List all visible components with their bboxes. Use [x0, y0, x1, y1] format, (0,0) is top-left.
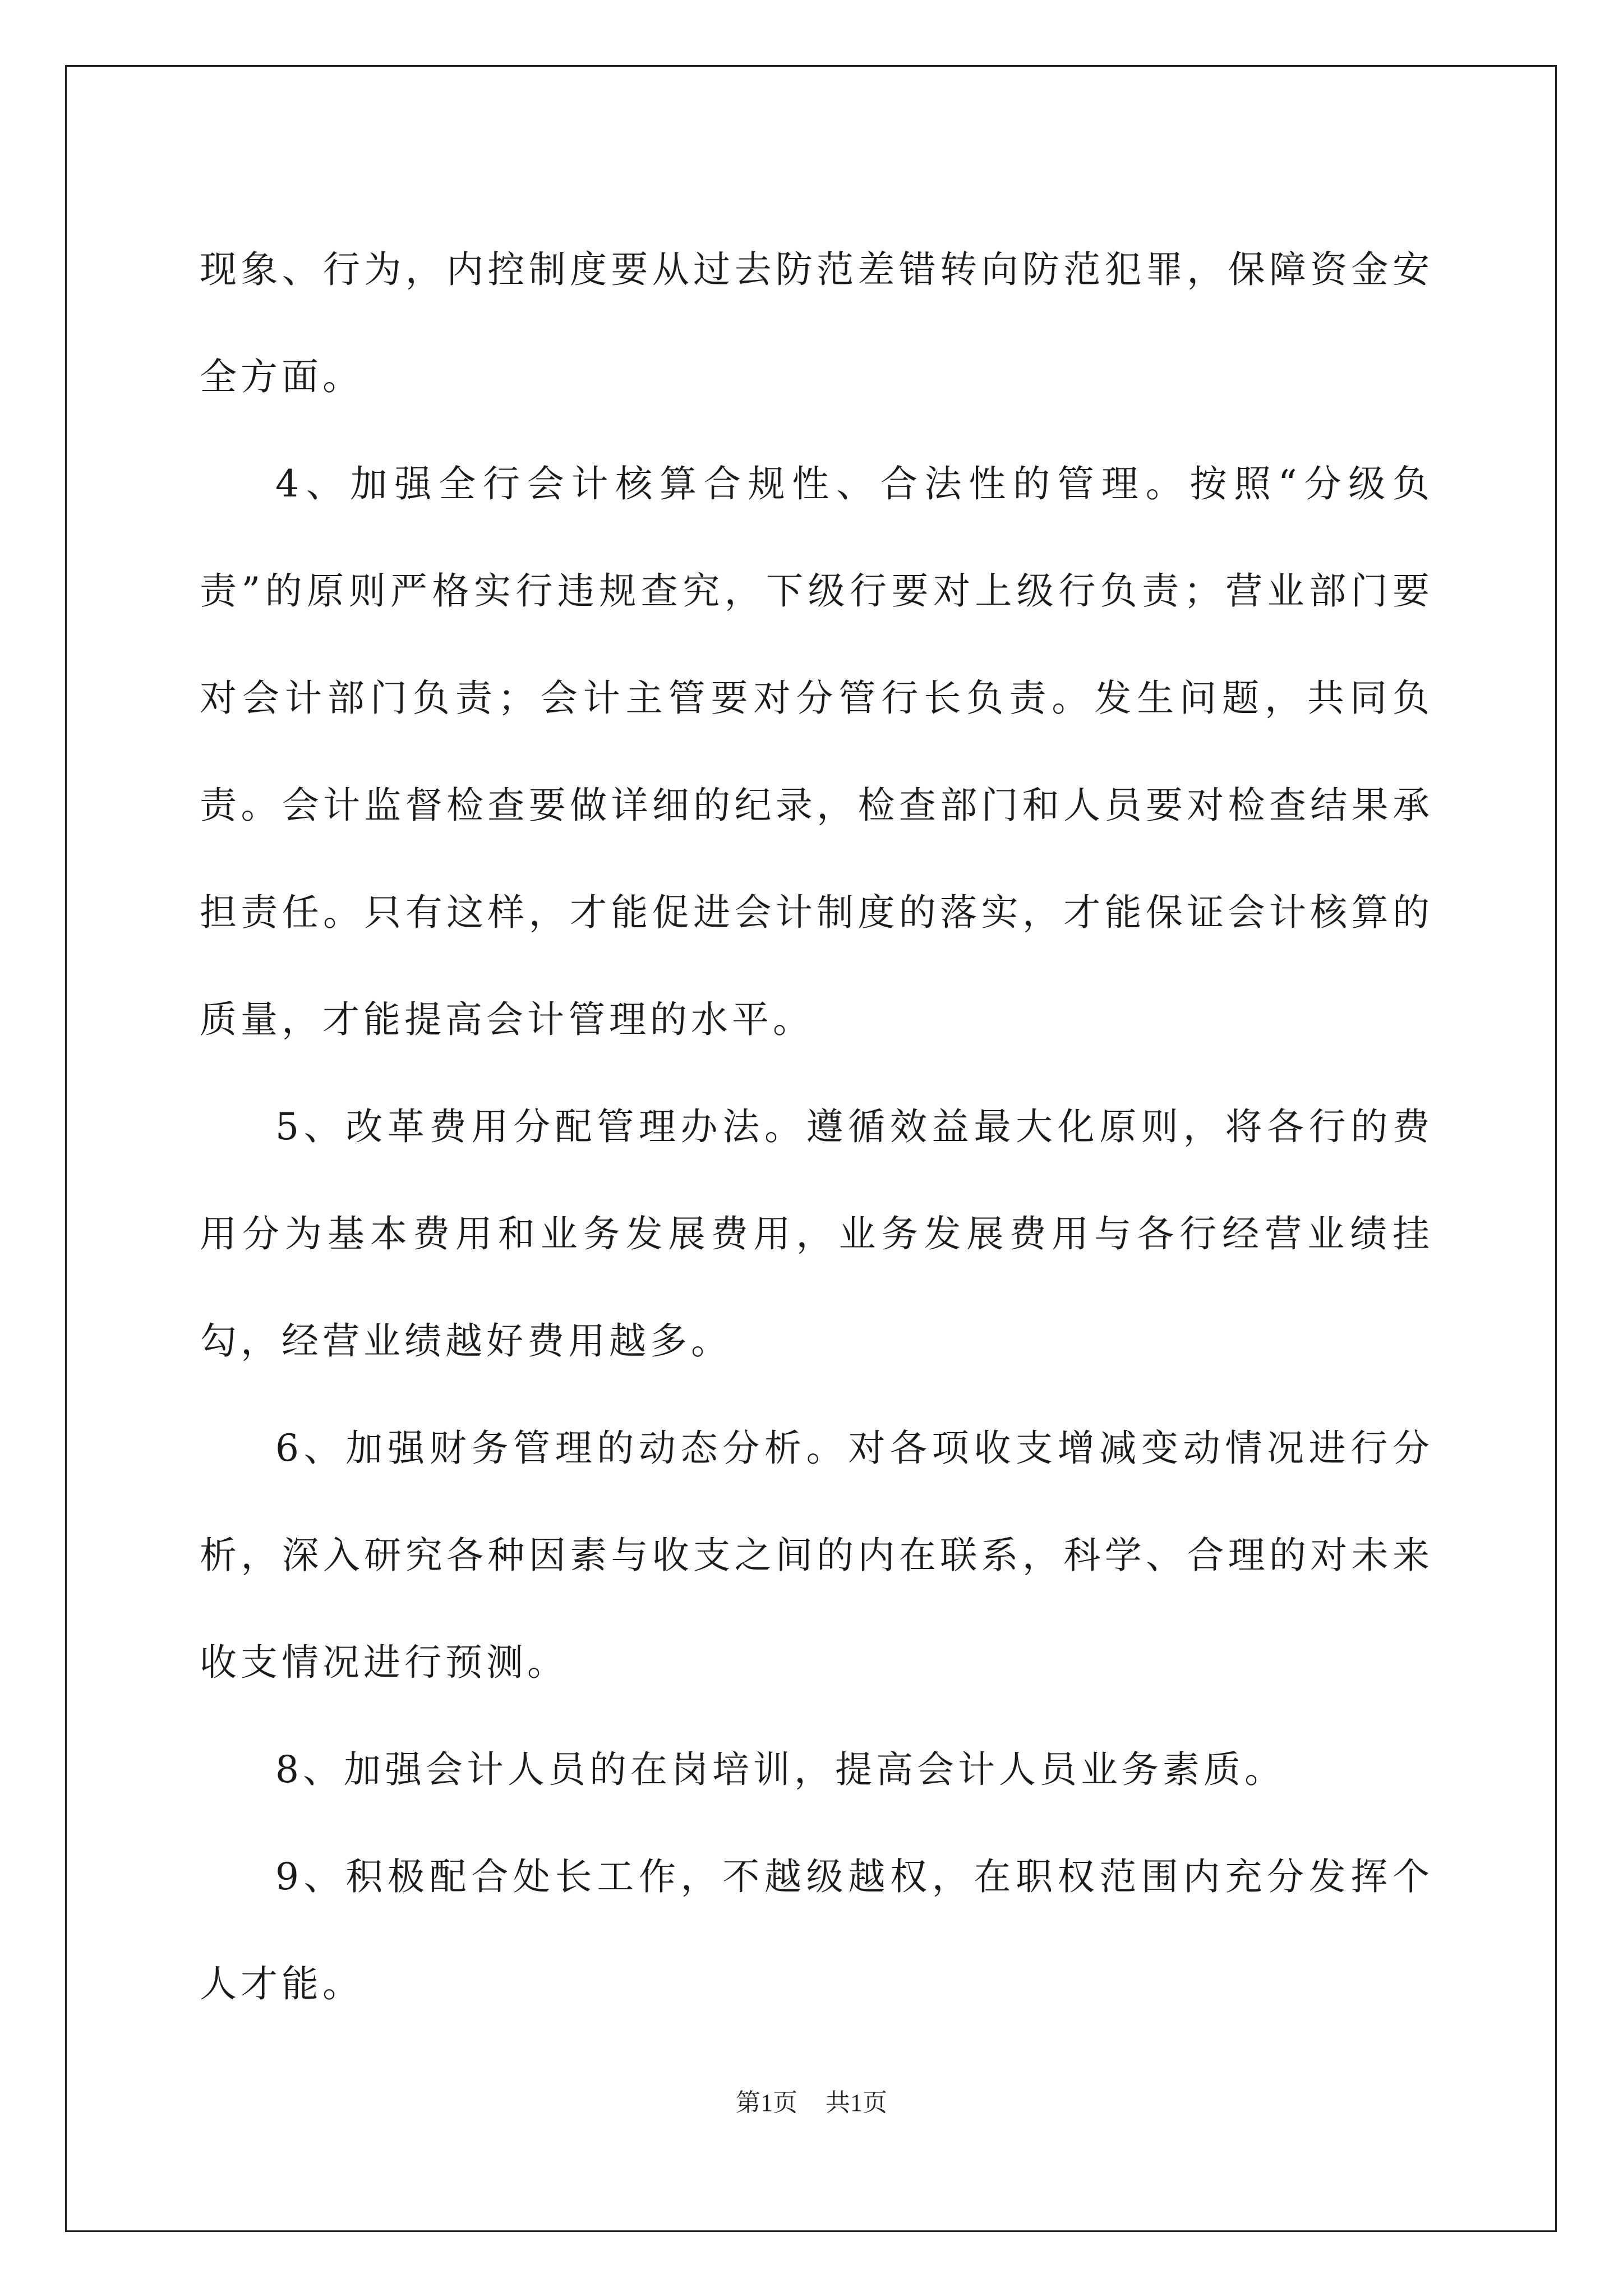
- page-number-current: 第1页: [736, 2089, 797, 2116]
- page-number-total: 共1页: [826, 2089, 887, 2116]
- page-footer: [0, 2082, 1623, 2118]
- paragraph-continuation: 现象、行为，内控制度要从过去防范差错转向防范犯罪，保障资金安全方面。: [200, 248, 1433, 398]
- paragraph-item-6: 6、加强财务管理的动态分析。对各项收支增减变动情况进行分析，深入研究各种因素与收支之间的内在联系，科学、合理的对未来收支情况进行预测。: [200, 1427, 1433, 1684]
- paragraph-item-8: 8、加强会计人员的在岗培训，提高会计人员业务素质。: [275, 1748, 1285, 1791]
- paragraph-item-4: 4、加强全行会计核算合规性、合法性的管理。按照“分级负责”的原则严格实行违规查究，下级行要对上级行负责；营业部门要对会计部门负责；会计主管要对分管行长负责。发生问题，共同负责。会计监督检查要做详细的纪录，检查部门和人员要对检查结果承担责任。只有这样，才能促进会计制度的落实，才能保证会计核算的质量，才能提高会计管理的水平。: [200, 462, 1433, 1041]
- paragraph-item-5: 5、改革费用分配管理办法。遵循效益最大化原则，将各行的费用分为基本费用和业务发展费用，业务发展费用与各行经营业绩挂勾，经营业绩越好费用越多。: [200, 1105, 1433, 1363]
- paragraph-item-9: 9、积极配合处长工作，不越级越权，在职权范围内充分发挥个人才能。: [200, 1855, 1433, 2005]
- document-body: [200, 216, 1433, 2037]
